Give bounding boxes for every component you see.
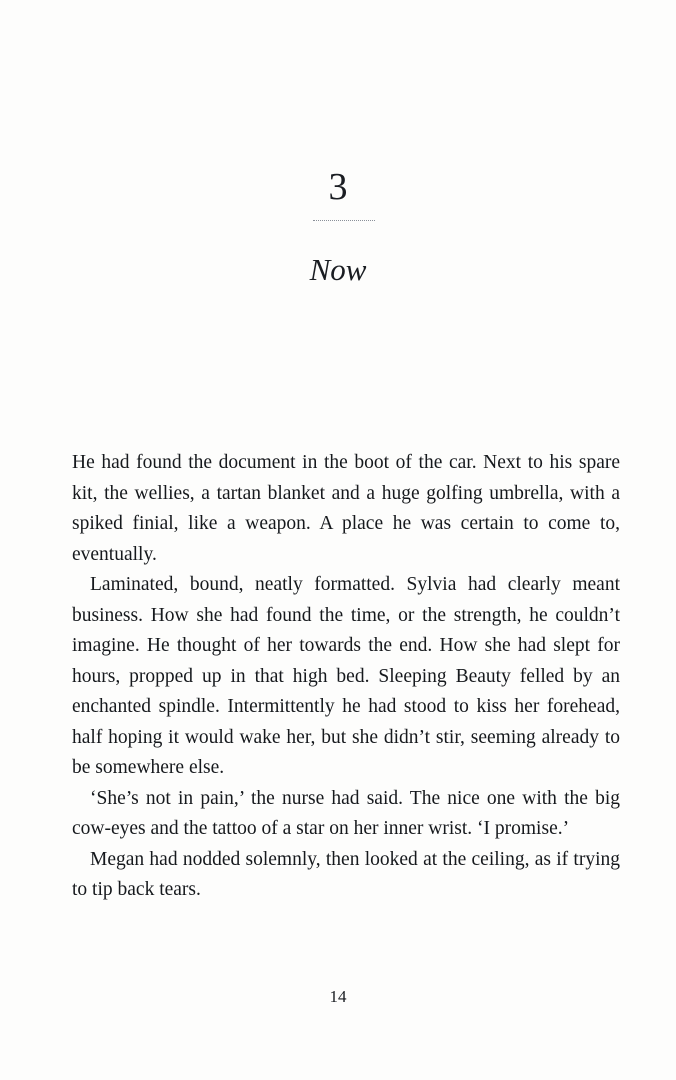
paragraph: Megan had nodded solemnly, then looked at the ceiling, as if trying to tip back tears. bbox=[72, 848, 620, 900]
paragraph: Laminated, bound, neatly formatted. Sylvia had clearly meant business. How she had found the time, or the strength, he couldn’t imagine. He thought of her towards the end. How she had slept for hours, propped up in that high bed. Sleeping Beauty felled by an enchanted spindle. Intermittently he had stood to kiss her forehead, half hoping it would wake her, but she didn’t stir, seeming already to be somewhere else. bbox=[72, 574, 620, 778]
chapter-title: Now bbox=[309, 252, 367, 287]
chapter-number: 3 bbox=[328, 166, 348, 208]
paragraph: ‘She’s not in pain,’ the nurse had said. The nice one with the big cow-eyes and the tattoo of a star on her inner wrist. ‘I promise.’ bbox=[72, 787, 620, 839]
paragraph: He had found the document in the boot of the car. Next to his spare kit, the wellies, a tartan blanket and a huge golfing umbrella, with a spiked finial, like a weapon. A place he was certain to come to, eventually. bbox=[72, 452, 620, 565]
page-number: 14 bbox=[329, 987, 347, 1006]
body-text bbox=[72, 448, 620, 906]
chapter-divider bbox=[313, 220, 375, 221]
